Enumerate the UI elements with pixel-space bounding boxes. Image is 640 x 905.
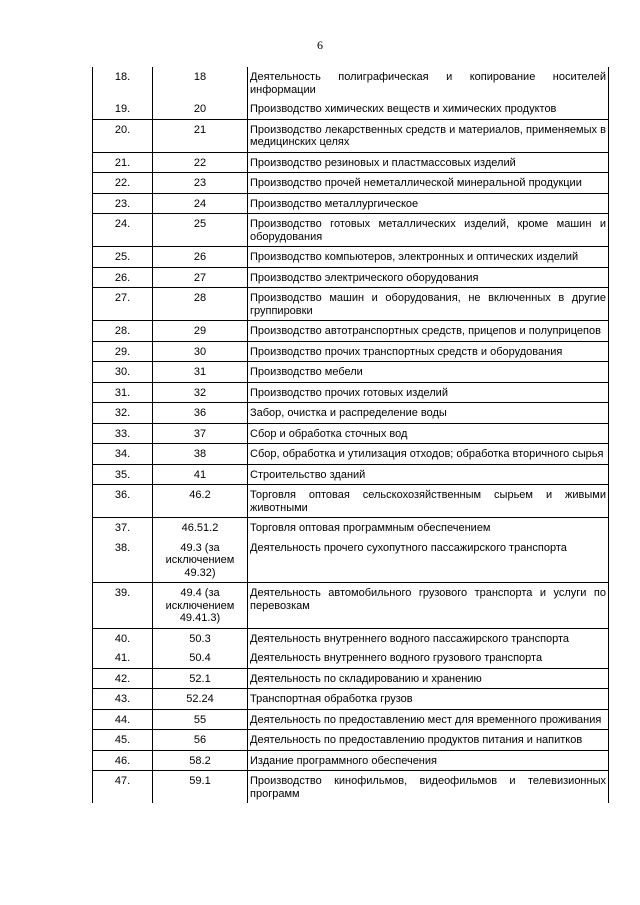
activity-code-cell: 36: [153, 403, 248, 424]
table-row: [93, 247, 609, 268]
row-number-cell: 35.: [93, 464, 153, 485]
activity-description-cell: Сбор, обработка и утилизация отходов; обработка вторичного сырья: [248, 444, 609, 465]
table-row: [93, 173, 609, 194]
activity-code-cell: 50.3: [153, 628, 248, 648]
row-number-cell: 28.: [93, 321, 153, 342]
activity-code-cell: 49.3 (за исключением 49.32): [153, 538, 248, 583]
table-row: [93, 214, 609, 247]
table-row: [93, 99, 609, 119]
row-number-cell: 37.: [93, 518, 153, 538]
activity-description-cell: Производство автотранспортных средств, прицепов и полуприцепов: [248, 321, 609, 342]
activity-code-cell: 21: [153, 119, 248, 152]
page-number: 6: [317, 38, 323, 52]
activity-description-cell: Производство мебели: [248, 362, 609, 383]
table-row: [93, 709, 609, 730]
table-row: [93, 288, 609, 321]
table-row: [93, 464, 609, 485]
table-row: [93, 668, 609, 689]
table-row: [93, 67, 609, 99]
activity-description-cell: Деятельность по складированию и хранению: [248, 668, 609, 689]
table-row: [93, 648, 609, 668]
row-number-cell: 36.: [93, 485, 153, 518]
activity-code-cell: 31: [153, 362, 248, 383]
activity-description-cell: Производство машин и оборудования, не включенных в другие группировки: [248, 288, 609, 321]
row-number-cell: 26.: [93, 267, 153, 288]
row-number-cell: 46.: [93, 750, 153, 771]
table-row: [93, 628, 609, 648]
table-row: [93, 485, 609, 518]
table-row: [93, 403, 609, 424]
row-number-cell: 31.: [93, 382, 153, 403]
table-row: [93, 538, 609, 583]
row-number-cell: 38.: [93, 538, 153, 583]
row-number-cell: 44.: [93, 709, 153, 730]
activity-description-cell: Транспортная обработка грузов: [248, 689, 609, 710]
activity-code-cell: 49.4 (за исключением 49.41.3): [153, 583, 248, 629]
table-row: [93, 730, 609, 751]
activity-code-cell: 58.2: [153, 750, 248, 771]
table-row: [93, 518, 609, 538]
activity-code-cell: 52.24: [153, 689, 248, 710]
table-row: [93, 689, 609, 710]
activity-description-cell: Торговля оптовая сельскохозяйственным сырьем и живыми животными: [248, 485, 609, 518]
activity-description-cell: Производство прочих транспортных средств и оборудования: [248, 341, 609, 362]
activity-code-cell: 56: [153, 730, 248, 751]
table-body: [93, 67, 609, 803]
row-number-cell: 32.: [93, 403, 153, 424]
table-row: [93, 119, 609, 152]
activity-code-cell: 20: [153, 99, 248, 119]
activity-description-cell: Сбор и обработка сточных вод: [248, 423, 609, 444]
activity-description-cell: Производство кинофильмов, видеофильмов и телевизионных программ: [248, 771, 609, 804]
table-row: [93, 362, 609, 383]
table-row: [93, 321, 609, 342]
activity-description-cell: Производство прочих готовых изделий: [248, 382, 609, 403]
row-number-cell: 23.: [93, 193, 153, 214]
table-row: [93, 444, 609, 465]
activity-code-cell: 26: [153, 247, 248, 268]
table-row: [93, 152, 609, 173]
activity-code-cell: 50.4: [153, 648, 248, 668]
activity-code-cell: 29: [153, 321, 248, 342]
row-number-cell: 34.: [93, 444, 153, 465]
row-number-cell: 41.: [93, 648, 153, 668]
table-row: [93, 771, 609, 804]
activity-code-cell: 46.51.2: [153, 518, 248, 538]
row-number-cell: 25.: [93, 247, 153, 268]
row-number-cell: 21.: [93, 152, 153, 173]
activity-code-cell: 46.2: [153, 485, 248, 518]
row-number-cell: 19.: [93, 99, 153, 119]
activity-description-cell: Торговля оптовая программным обеспечением: [248, 518, 609, 538]
activity-description-cell: Производство резиновых и пластмассовых изделий: [248, 152, 609, 173]
activity-code-cell: 23: [153, 173, 248, 194]
activity-code-cell: 30: [153, 341, 248, 362]
row-number-cell: 29.: [93, 341, 153, 362]
activity-description-cell: Производство лекарственных средств и материалов, применяемых в медицинских целях: [248, 119, 609, 152]
row-number-cell: 20.: [93, 119, 153, 152]
table-row: [93, 193, 609, 214]
activity-description-cell: Производство компьютеров, электронных и оптических изделий: [248, 247, 609, 268]
activity-code-cell: 52.1: [153, 668, 248, 689]
activity-description-cell: Деятельность по предоставлению мест для временного проживания: [248, 709, 609, 730]
row-number-cell: 42.: [93, 668, 153, 689]
row-number-cell: 30.: [93, 362, 153, 383]
activity-description-cell: Деятельность внутреннего водного пассажирского транспорта: [248, 628, 609, 648]
table-row: [93, 423, 609, 444]
activity-code-cell: 32: [153, 382, 248, 403]
activity-description-cell: Деятельность внутреннего водного грузового транспорта: [248, 648, 609, 668]
activity-description-cell: Деятельность по предоставлению продуктов питания и напитков: [248, 730, 609, 751]
table-row: [93, 750, 609, 771]
activity-code-cell: 38: [153, 444, 248, 465]
row-number-cell: 18.: [93, 67, 153, 99]
row-number-cell: 39.: [93, 583, 153, 629]
table-row: [93, 341, 609, 362]
row-number-cell: 33.: [93, 423, 153, 444]
activity-description-cell: Производство готовых металлических изделий, кроме машин и оборудования: [248, 214, 609, 247]
row-number-cell: 47.: [93, 771, 153, 804]
activity-description-cell: Деятельность автомобильного грузового транспорта и услуги по перевозкам: [248, 583, 609, 629]
activity-description-cell: Производство электрического оборудования: [248, 267, 609, 288]
activity-description-cell: Производство химических веществ и химических продуктов: [248, 99, 609, 119]
activity-description-cell: Забор, очистка и распределение воды: [248, 403, 609, 424]
activity-code-cell: 37: [153, 423, 248, 444]
activity-code-cell: 22: [153, 152, 248, 173]
activity-code-cell: 59.1: [153, 771, 248, 804]
row-number-cell: 43.: [93, 689, 153, 710]
activity-description-cell: Деятельность полиграфическая и копирование носителей информации: [248, 67, 609, 99]
activity-code-cell: 28: [153, 288, 248, 321]
table-row: [93, 382, 609, 403]
activity-description-cell: Производство прочей неметаллической минеральной продукции: [248, 173, 609, 194]
activity-code-cell: 27: [153, 267, 248, 288]
activity-code-cell: 55: [153, 709, 248, 730]
row-number-cell: 27.: [93, 288, 153, 321]
activity-description-cell: Деятельность прочего сухопутного пассажирского транспорта: [248, 538, 609, 583]
table-row: [93, 267, 609, 288]
table-row: [93, 583, 609, 629]
activity-description-cell: Производство металлургическое: [248, 193, 609, 214]
activity-code-cell: 41: [153, 464, 248, 485]
activity-description-cell: Издание программного обеспечения: [248, 750, 609, 771]
row-number-cell: 22.: [93, 173, 153, 194]
row-number-cell: 40.: [93, 628, 153, 648]
row-number-cell: 45.: [93, 730, 153, 751]
activity-code-cell: 24: [153, 193, 248, 214]
activity-code-cell: 18: [153, 67, 248, 99]
row-number-cell: 24.: [93, 214, 153, 247]
activity-code-cell: 25: [153, 214, 248, 247]
activity-description-cell: Строительство зданий: [248, 464, 609, 485]
activity-codes-table: [92, 67, 609, 803]
